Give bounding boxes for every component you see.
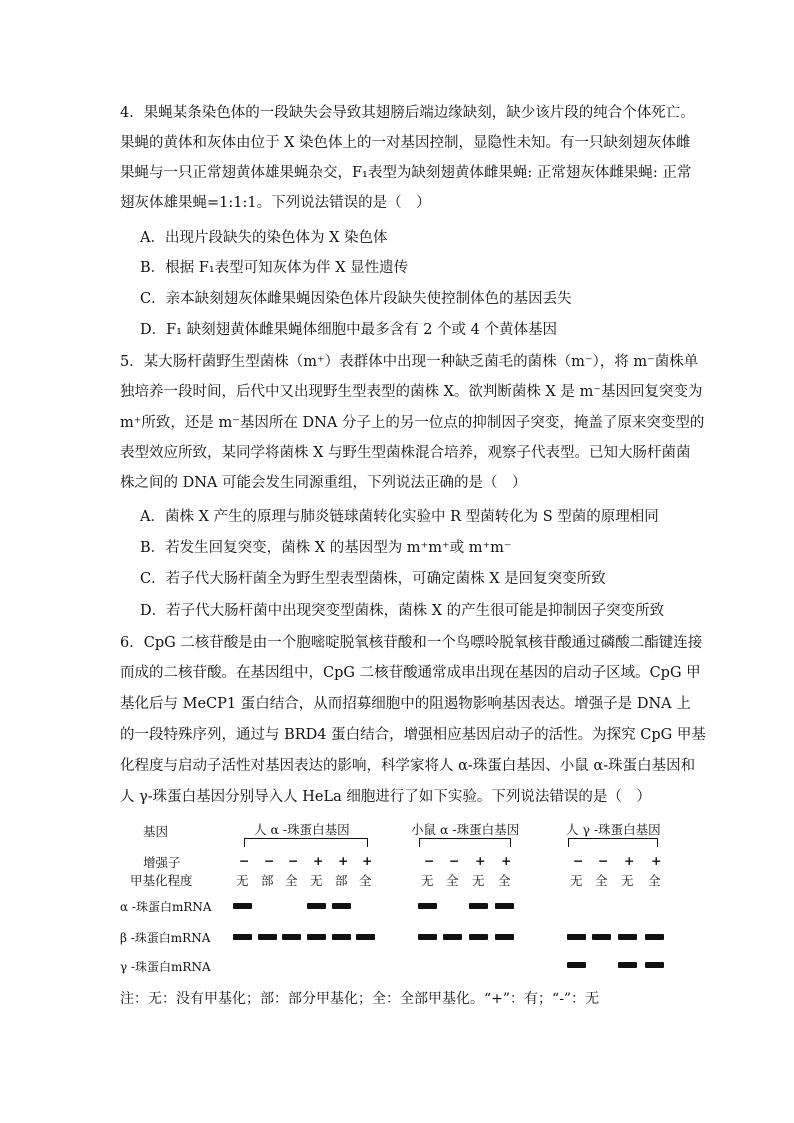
bracket-mouse-alpha [419,838,511,847]
beta-mrna-band-human-gamma-1 [567,934,586,940]
q4-option-c: C．亲本缺刻翅灰体雌果蝇因染色体片段缺失使控制体色的基因丢失 [140,291,572,307]
q4-stem-line-2: 果蝇的黄体和灰体由位于 X 染色体上的一对基因控制，显隐性未知。有一只缺刻翅灰体雌 [120,135,691,151]
beta-mrna-band-mouse-alpha-2 [443,934,462,940]
enhancer-sign-human-alpha-4: + [313,853,324,868]
methylation-human-alpha-1: 无 [236,873,249,888]
enhancer-sign-human-gamma-2: − [598,853,609,868]
q5-option-b: B．若发生回复突变，菌株 X 的基因型为 m⁺m⁺或 m⁺m⁻ [140,540,512,556]
gene-label: 基因 [143,824,169,839]
gamma-mrna-band-human-gamma-4 [645,962,664,968]
beta-mrna-band-human-gamma-4 [645,934,664,940]
beta-mrna-band-mouse-alpha-4 [495,934,514,940]
q5-option-c: C．若子代大肠杆菌全为野生型表型菌株，可确定菌株 X 是回复突变所致 [140,571,606,587]
beta-mrna-band-human-alpha-2 [258,934,277,940]
enhancer-sign-mouse-alpha-1: − [424,853,435,868]
methylation-human-gamma-4: 全 [648,873,661,888]
alpha-mrna-band-mouse-alpha-4 [495,903,514,909]
group-title-mouse-alpha: 小鼠 α -珠蛋白基因 [411,822,520,837]
beta-mrna-band-human-gamma-3 [618,934,637,940]
methylation-human-gamma-2: 全 [595,873,608,888]
bracket-human-gamma [568,838,658,847]
q6-stem-line-1: 6．CpG 二核苷酸是由一个胞嘧啶脱氧核苷酸和一个鸟嘌呤脱氧核苷酸通过磷酸二酯键连接 [120,635,703,651]
q4-option-a: A．出现片段缺失的染色体为 X 染色体 [140,230,388,246]
q4-stem-line-4: 翅灰体雄果蝇=1:1:1。下列说法错误的是（ ） [120,195,431,211]
enhancer-sign-mouse-alpha-4: + [501,853,512,868]
q4-stem-line-3: 果蝇与一只正常翅黄体雄果蝇杂交，F₁表型为缺刻翅黄体雌果蝇: 正常翅灰体雌果蝇: 正常 [120,165,692,181]
beta-mrna-band-human-gamma-2 [592,934,611,940]
alpha-mrna-band-human-alpha-4 [307,903,326,909]
beta-mrna-band-mouse-alpha-1 [418,934,437,940]
enhancer-sign-human-gamma-1: − [573,853,584,868]
methylation-mouse-alpha-3: 无 [472,873,485,888]
beta-mrna-band-human-alpha-4 [307,934,326,940]
methylation-label: 甲基化程度 [130,873,193,888]
methylation-human-alpha-2: 部 [261,873,274,888]
methylation-mouse-alpha-1: 无 [421,873,434,888]
q6-stem-line-6: 人 γ-珠蛋白基因分别导入人 HeLa 细胞进行了如下实验。下列说法错误的是（ ） [120,789,651,805]
methylation-human-alpha-5: 部 [335,873,348,888]
row-label-alpha: α -珠蛋白mRNA [120,900,212,914]
q5-option-d: D．若子代大肠杆菌中出现突变型菌株，菌株 X 的产生很可能是抑制因子突变所致 [140,603,665,619]
q6-stem-line-4: 的一段特殊序列，通过与 BRD4 蛋白结合，增强相应基因启动子的活性。为探究 CpG 甲基 [120,727,706,743]
alpha-mrna-band-mouse-alpha-3 [469,903,488,909]
q5-stem-line-2: 独培养一段时间，后代中又出现野生型表型的菌株 X。欲判断菌株 X 是 m⁻基因回复突变为 [120,384,703,400]
q6-stem-line-3: 基化后与 MeCP1 蛋白结合，从而招募细胞中的阻遏物影响基因表达。增强子是 DNA 上 [120,696,691,712]
group-title-human-alpha: 人 α -珠蛋白基因 [254,822,350,837]
figure-note: 注：无：没有甲基化；部：部分甲基化；全：全部甲基化。“+”：有；“-”：无 [120,991,600,1007]
q5-stem-line-3: m⁺所致，还是 m⁻基因所在 DNA 分子上的另一位点的抑制因子突变，掩盖了原来突变型的 [120,415,705,431]
methylation-human-alpha-6: 全 [359,873,372,888]
methylation-human-gamma-3: 无 [621,873,634,888]
bracket-human-alpha [244,838,368,847]
q6-stem-line-5: 化程度与启动子活性对基因表达的影响，科学家将人 α-珠蛋白基因、小鼠 α-珠蛋白基因和 [120,758,696,774]
gamma-mrna-band-human-gamma-3 [618,962,637,968]
methylation-mouse-alpha-4: 全 [498,873,511,888]
enhancer-sign-human-alpha-1: − [239,853,250,868]
q4-stem-line-1: 4．果蝇某条染色体的一段缺失会导致其翅膀后端边缘缺刻，缺少该片段的纯合个体死亡。 [120,105,695,121]
enhancer-label: 增强子 [143,855,181,870]
methylation-mouse-alpha-2: 全 [446,873,459,888]
beta-mrna-band-mouse-alpha-3 [469,934,488,940]
row-label-gamma: γ -珠蛋白mRNA [120,960,211,974]
alpha-mrna-band-human-alpha-1 [233,903,252,909]
enhancer-sign-human-gamma-3: + [624,853,635,868]
enhancer-sign-human-alpha-5: + [338,853,349,868]
enhancer-sign-human-gamma-4: + [651,853,662,868]
gamma-mrna-band-human-gamma-1 [567,962,586,968]
q5-stem-line-1: 5．某大肠杆菌野生型菌株（m⁺）表群体中出现一种缺乏菌毛的菌株（m⁻），将 m⁻菌株单 [120,354,699,370]
q6-stem-line-2: 而成的二核苷酸。在基因组中，CpG 二核苷酸通常成串出现在基因的启动子区域。CpG 甲 [120,665,701,681]
enhancer-sign-mouse-alpha-3: + [475,853,486,868]
q4-option-b: B．根据 F₁表型可知灰体为伴 X 显性遗传 [140,260,409,276]
q4-option-d: D．F₁ 缺刻翅黄体雌果蝇体细胞中最多含有 2 个或 4 个黄体基因 [140,322,557,338]
row-label-beta: β -珠蛋白mRNA [120,931,211,945]
beta-mrna-band-human-alpha-5 [332,934,351,940]
group-title-human-gamma: 人 γ -珠蛋白基因 [566,822,661,837]
methylation-human-gamma-1: 无 [570,873,583,888]
enhancer-sign-human-alpha-2: − [264,853,275,868]
alpha-mrna-band-human-alpha-5 [332,903,351,909]
q5-option-a: A．菌株 X 产生的原理与肺炎链球菌转化实验中 R 型菌转化为 S 型菌的原理相同 [140,509,659,525]
beta-mrna-band-human-alpha-6 [356,934,375,940]
q5-stem-line-4: 表型效应所致，某同学将菌株 X 与野生型菌株混合培养，观察子代表型。已知大肠杆菌菌 [120,445,691,461]
q5-stem-line-5: 株之间的 DNA 可能会发生同源重组，下列说法正确的是（ ） [120,475,527,491]
enhancer-sign-human-alpha-3: − [288,853,299,868]
methylation-human-alpha-3: 全 [285,873,298,888]
enhancer-sign-mouse-alpha-2: − [449,853,460,868]
enhancer-sign-human-alpha-6: + [362,853,373,868]
alpha-mrna-band-mouse-alpha-1 [418,903,437,909]
beta-mrna-band-human-alpha-3 [282,934,301,940]
methylation-human-alpha-4: 无 [310,873,323,888]
beta-mrna-band-human-alpha-1 [233,934,252,940]
